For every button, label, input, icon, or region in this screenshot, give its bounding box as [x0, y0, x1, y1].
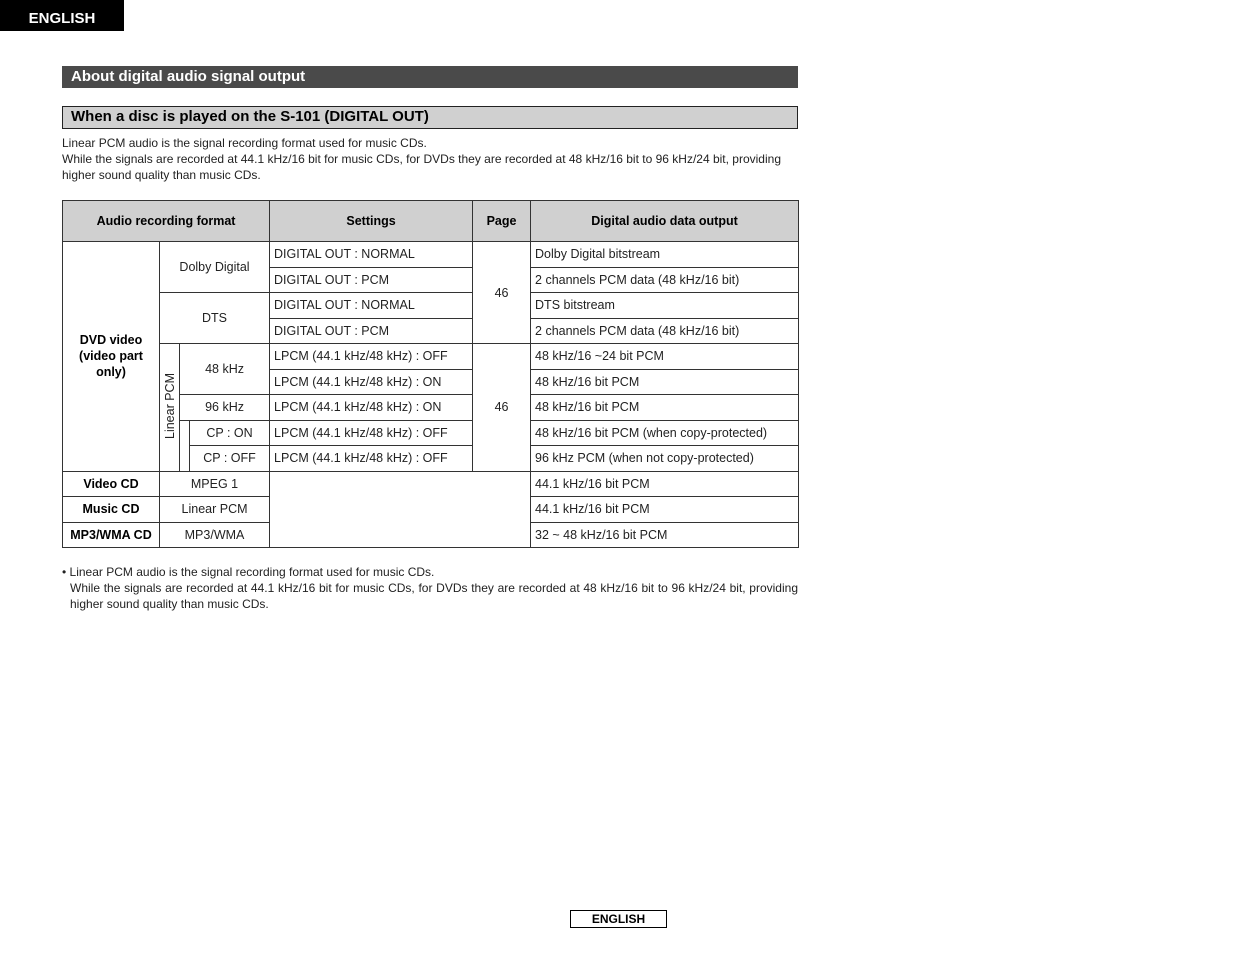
mp3-wma-cd-format: MP3/WMA [160, 522, 270, 548]
output-cell: 96 kHz PCM (when not copy-protected) [531, 446, 799, 472]
output-cell: DTS bitstream [531, 293, 799, 319]
section-title: About digital audio signal output [62, 66, 798, 88]
output-cell: 44.1 kHz/16 bit PCM [531, 497, 799, 523]
header-settings: Settings [270, 201, 473, 242]
empty-settings-cell [270, 471, 531, 548]
table-row [63, 471, 799, 497]
output-cell: 48 kHz/16 bit PCM (when copy-protected) [531, 420, 799, 446]
footnote-text-1: Linear PCM audio is the signal recording format used for music CDs. [69, 565, 435, 579]
footnote-line-1 [62, 564, 798, 580]
table-row [63, 242, 799, 268]
video-cd-format: MPEG 1 [160, 471, 270, 497]
setting-cell: LPCM (44.1 kHz/48 kHz) : ON [270, 369, 473, 395]
setting-cell: DIGITAL OUT : PCM [270, 318, 473, 344]
music-cd-format: Linear PCM [160, 497, 270, 523]
header-page: Page [473, 201, 531, 242]
cp-indent-cell [180, 420, 190, 471]
table-row [63, 344, 799, 370]
table-header-row [63, 201, 799, 242]
output-cell: 2 channels PCM data (48 kHz/16 bit) [531, 267, 799, 293]
page-cell-group2: 46 [473, 344, 531, 472]
output-cell: 48 kHz/16 bit PCM [531, 395, 799, 421]
output-cell: 48 kHz/16 ~24 bit PCM [531, 344, 799, 370]
output-cell: 32 ~ 48 kHz/16 bit PCM [531, 522, 799, 548]
bullet-icon: • [62, 565, 67, 579]
audio-output-table [62, 200, 799, 548]
setting-cell: LPCM (44.1 kHz/48 kHz) : OFF [270, 420, 473, 446]
footnote-line-2: While the signals are recorded at 44.1 kHz/16 bit for music CDs, for DVDs they are recorded at 48 kHz/16 bit to 96 kHz/24 bit, providing higher sound quality than music CDs. [70, 581, 798, 611]
header-audio-format: Audio recording format [63, 201, 270, 242]
linear-pcm-group-label [160, 344, 180, 472]
output-cell: 48 kHz/16 bit PCM [531, 369, 799, 395]
dts-label: DTS [160, 293, 270, 344]
cp-off-label: CP : OFF [190, 446, 270, 472]
setting-cell: LPCM (44.1 kHz/48 kHz) : OFF [270, 446, 473, 472]
output-cell: 44.1 kHz/16 bit PCM [531, 471, 799, 497]
output-cell: 2 channels PCM data (48 kHz/16 bit) [531, 318, 799, 344]
language-tab: ENGLISH [0, 0, 124, 31]
dvd-video-label: DVD video (video part only) [63, 242, 160, 472]
header-output: Digital audio data output [531, 201, 799, 242]
setting-cell: LPCM (44.1 kHz/48 kHz) : OFF [270, 344, 473, 370]
video-cd-label: Video CD [63, 471, 160, 497]
table-row [63, 293, 799, 319]
intro-line-2: While the signals are recorded at 44.1 kHz/16 bit for music CDs, for DVDs they are recorded at 48 kHz/16 bit to 96 kHz/24 bit, providing higher sound quality than music CDs. [62, 152, 781, 182]
setting-cell: DIGITAL OUT : NORMAL [270, 242, 473, 268]
intro-text [62, 135, 798, 183]
mp3-wma-cd-label: MP3/WMA CD [63, 522, 160, 548]
setting-cell: DIGITAL OUT : NORMAL [270, 293, 473, 319]
output-cell: Dolby Digital bitstream [531, 242, 799, 268]
setting-cell: LPCM (44.1 kHz/48 kHz) : ON [270, 395, 473, 421]
footer-language-label: ENGLISH [570, 910, 667, 928]
dolby-digital-label: Dolby Digital [160, 242, 270, 293]
cp-on-label: CP : ON [190, 420, 270, 446]
lpcm-48khz-label: 48 kHz [180, 344, 270, 395]
subsection-title: When a disc is played on the S-101 (DIGITAL OUT) [62, 106, 798, 129]
page-cell-group1: 46 [473, 242, 531, 344]
music-cd-label: Music CD [63, 497, 160, 523]
intro-line-1: Linear PCM audio is the signal recording format used for music CDs. [62, 136, 427, 150]
linear-pcm-vertical-text: Linear PCM [162, 372, 177, 439]
setting-cell: DIGITAL OUT : PCM [270, 267, 473, 293]
footnote [62, 564, 798, 612]
lpcm-96khz-label: 96 kHz [180, 395, 270, 421]
